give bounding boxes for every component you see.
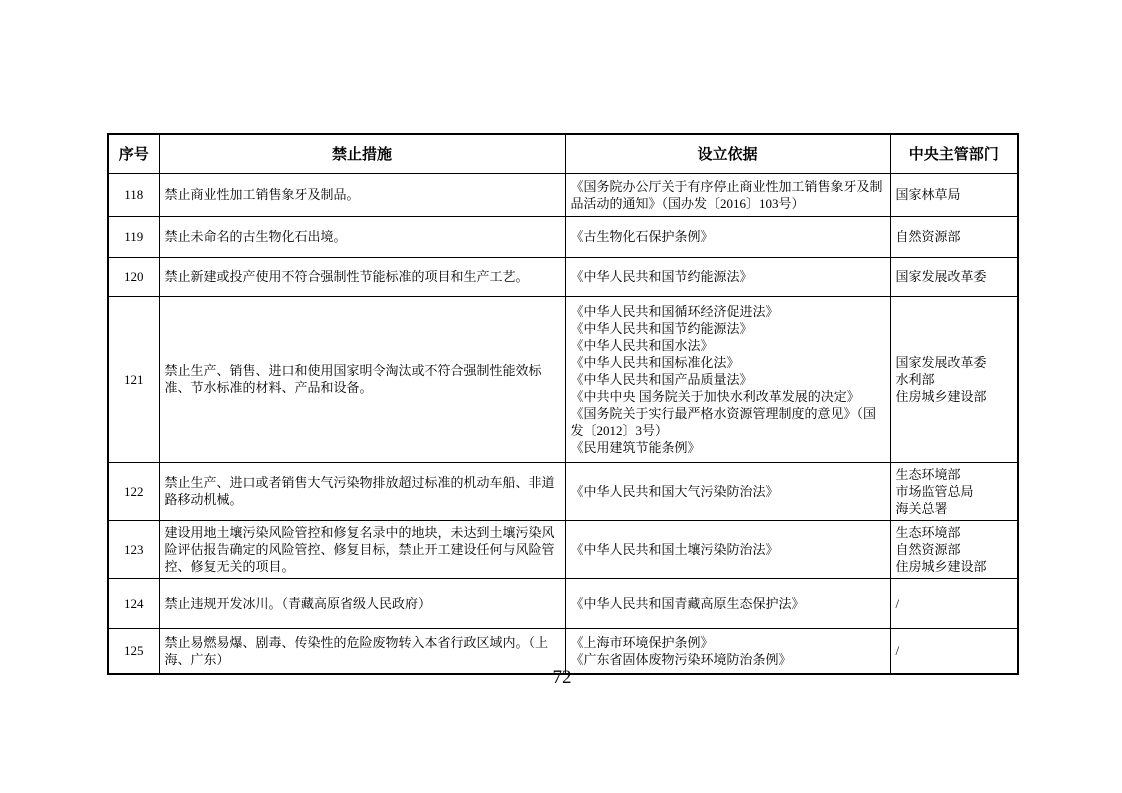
row-departments [890, 520, 1018, 578]
row-basis [565, 462, 890, 520]
basis-line: 《中华人民共和国节约能源法》 [570, 320, 753, 336]
row-departments [890, 578, 1018, 628]
department-line: 国家林草局 [895, 187, 961, 202]
table-row [108, 173, 1018, 216]
table-row [108, 257, 1018, 296]
department-line: 生态环境部 [895, 524, 961, 540]
row-basis [565, 173, 890, 216]
department-line: / [895, 595, 900, 611]
basis-line: 《民用建筑节能条例》 [570, 439, 701, 455]
basis-line: 《中华人民共和国产品质量法》 [570, 371, 753, 387]
row-departments [890, 462, 1018, 520]
basis-line: 《中华人民共和国青藏高原生态保护法》 [570, 595, 805, 611]
row-measure: 建设用地土壤污染风险管控和修复名录中的地块，未达到土壤污染风险评估报告确定的风险管控、修复目标，禁止开工建设任何与风险管控、修复无关的项目。 [159, 520, 565, 578]
page-number: 72 [552, 667, 572, 688]
row-basis [565, 216, 890, 257]
table-body [108, 173, 1018, 674]
row-departments [890, 173, 1018, 216]
basis-line: 《中华人民共和国节约能源法》 [570, 269, 753, 284]
department-line: 海关总署 [895, 500, 948, 516]
row-number: 125 [108, 628, 159, 674]
row-basis [565, 520, 890, 578]
table-row [108, 296, 1018, 462]
basis-line: 《中华人民共和国大气污染防治法》 [570, 483, 779, 499]
prohibition-measures-table [107, 133, 1019, 675]
table-row [108, 216, 1018, 257]
column-header-department: 中央主管部门 [890, 134, 1018, 173]
department-line: 生态环境部 [895, 466, 961, 482]
row-number: 123 [108, 520, 159, 578]
row-basis [565, 257, 890, 296]
basis-line: 《中华人民共和国水法》 [570, 337, 714, 353]
row-departments [890, 257, 1018, 296]
department-line: 水利部 [895, 371, 935, 387]
department-line: / [895, 643, 900, 659]
row-measure: 禁止新建或投产使用不符合强制性节能标准的项目和生产工艺。 [159, 257, 565, 296]
row-number: 119 [108, 216, 159, 257]
department-line: 住房城乡建设部 [895, 558, 987, 574]
basis-line: 《国务院关于实行最严格水资源管理制度的意见》（国发〔2012〕3号） [570, 405, 877, 438]
row-basis [565, 296, 890, 462]
basis-line: 《国务院办公厅关于有序停止商业性加工销售象牙及制品活动的通知》（国办发〔2016〕103号） [570, 178, 883, 211]
department-line: 住房城乡建设部 [895, 388, 987, 404]
row-measure: 禁止易燃易爆、剧毒、传染性的危险废物转入本省行政区域内。（上海、广东） [159, 628, 565, 674]
department-line: 国家发展改革委 [895, 269, 987, 284]
basis-line: 《中华人民共和国循环经济促进法》 [570, 303, 779, 319]
row-departments [890, 216, 1018, 257]
department-line: 自然资源部 [895, 229, 961, 244]
table-row [108, 462, 1018, 520]
basis-line: 《古生物化石保护条例》 [570, 229, 714, 244]
row-number: 120 [108, 257, 159, 296]
row-number: 118 [108, 173, 159, 216]
basis-line: 《上海市环境保护条例》 [570, 634, 714, 650]
row-measure: 禁止商业性加工销售象牙及制品。 [159, 173, 565, 216]
table-row [108, 578, 1018, 628]
row-measure: 禁止生产、进口或者销售大气污染物排放超过标准的机动车船、非道路移动机械。 [159, 462, 565, 520]
row-basis [565, 578, 890, 628]
department-line: 市场监管总局 [895, 483, 974, 499]
row-number: 124 [108, 578, 159, 628]
basis-line: 《广东省固体废物污染环境防治条例》 [570, 651, 792, 667]
basis-line: 《中华人民共和国土壤污染防治法》 [570, 541, 779, 557]
department-line: 国家发展改革委 [895, 354, 987, 370]
department-line: 自然资源部 [895, 541, 961, 557]
row-number: 122 [108, 462, 159, 520]
row-number: 121 [108, 296, 159, 462]
row-departments [890, 296, 1018, 462]
basis-line: 《中共中央 国务院关于加快水利改革发展的决定》 [570, 388, 860, 404]
row-measure: 禁止未命名的古生物化石出境。 [159, 216, 565, 257]
column-header-basis: 设立依据 [565, 134, 890, 173]
row-measure: 禁止违规开发冰川。（青藏高原省级人民政府） [159, 578, 565, 628]
table-row [108, 520, 1018, 578]
column-header-measure: 禁止措施 [159, 134, 565, 173]
table-header-row [108, 134, 1018, 173]
basis-line: 《中华人民共和国标准化法》 [570, 354, 740, 370]
row-measure: 禁止生产、销售、进口和使用国家明令淘汰或不符合强制性能效标准、节水标准的材料、产品和设备。 [159, 296, 565, 462]
column-header-number: 序号 [108, 134, 159, 173]
